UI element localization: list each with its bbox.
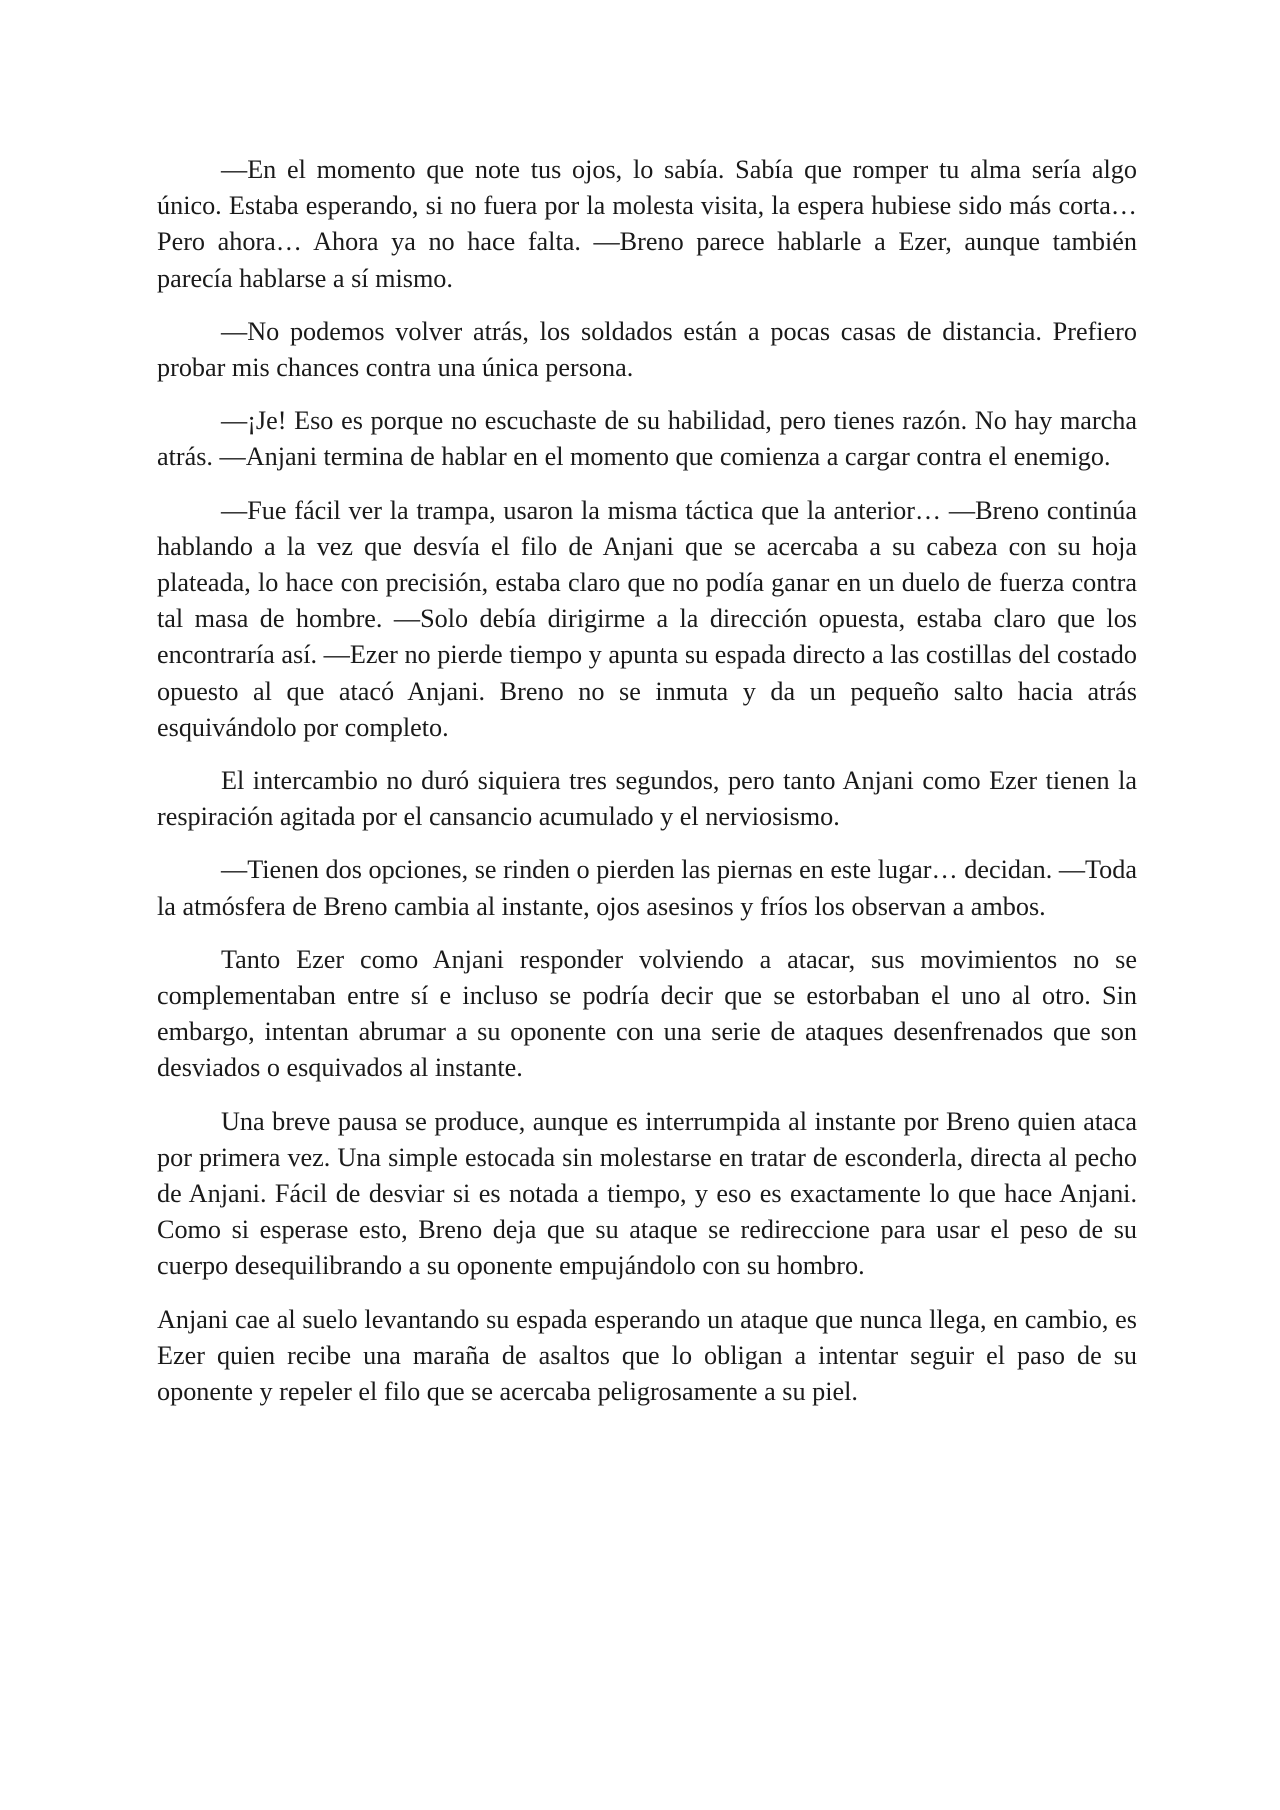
- paragraph-2: —No podemos volver atrás, los soldados están a pocas casas de distancia. Prefiero probar mis chances contra una única persona.: [157, 316, 1137, 383]
- document-page: [157, 152, 1137, 1427]
- paragraph-3: —¡Je! Eso es porque no escuchaste de su habilidad, pero tienes razón. No hay marcha atrás. —Anjani termina de hablar en el momento que comienza a cargar contra el enemigo.: [157, 406, 1137, 472]
- paragraph-9: Anjani cae al suelo levantando su espada esperando un ataque que nunca llega, en cambio, es Ezer quien recibe una maraña de asaltos que lo obligan a intentar seguir el paso de su oponente y repeler el filo que se acercaba peligrosamente a su piel.: [157, 1304, 1137, 1407]
- paragraph-6: —Tienen dos opciones, se rinden o pierden las piernas en este lugar… decidan. —Toda la atmósfera de Breno cambia al instante, ojos asesinos y fríos los observan a ambos.: [157, 855, 1137, 921]
- paragraph-5: El intercambio no duró siquiera tres segundos, pero tanto Anjani como Ezer tienen la respiración agitada por el cansancio acumulado y el nerviosismo.: [157, 766, 1137, 832]
- paragraph-7: Tanto Ezer como Anjani responder volviendo a atacar, sus movimientos no se complementaban entre sí e incluso se podría decir que se estorbaban el uno al otro. Sin embargo, intentan abrumar a su oponente con una serie de ataques desenfrenados que son desviados o esquivados al instante.: [157, 944, 1137, 1083]
- paragraph-1: —En el momento que note tus ojos, lo sabía. Sabía que romper tu alma sería algo único. Estaba esperando, si no fuera por la molesta visita, la espera hubiese sido más corta… Pero ahora… Ahora ya no hace falta. —Breno parece hablarle a Ezer, aunque también parecía hablarse a sí mismo.: [157, 155, 1137, 293]
- paragraph-8: Una breve pausa se produce, aunque es interrumpida al instante por Breno quien ataca por primera vez. Una simple estocada sin molestarse en tratar de esconderla, directa al pecho de Anjani. Fácil de desviar si es notada a tiempo, y eso es exactamente lo que hace Anjani. Como si esperase esto, Breno deja que su ataque se redireccione para usar el peso de su cuerpo desequilibrando a su oponente empujándolo con su hombro.: [157, 1106, 1137, 1281]
- paragraph-4: —Fue fácil ver la trampa, usaron la misma táctica que la anterior… —Breno continúa hablando a la vez que desvía el filo de Anjani que se acercaba a su cabeza con su hoja plateada, lo hace con precisión, estaba claro que no podía ganar en un duelo de fuerza contra tal masa de hombre. —Solo debía dirigirme a la dirección opuesta, estaba claro que los encontraría así. —Ezer no pierde tiempo y apunta su espada directo a las costillas del costado opuesto al que atacó Anjani. Breno no se inmuta y da un pequeño salto hacia atrás esquivándolo por completo.: [157, 495, 1137, 742]
